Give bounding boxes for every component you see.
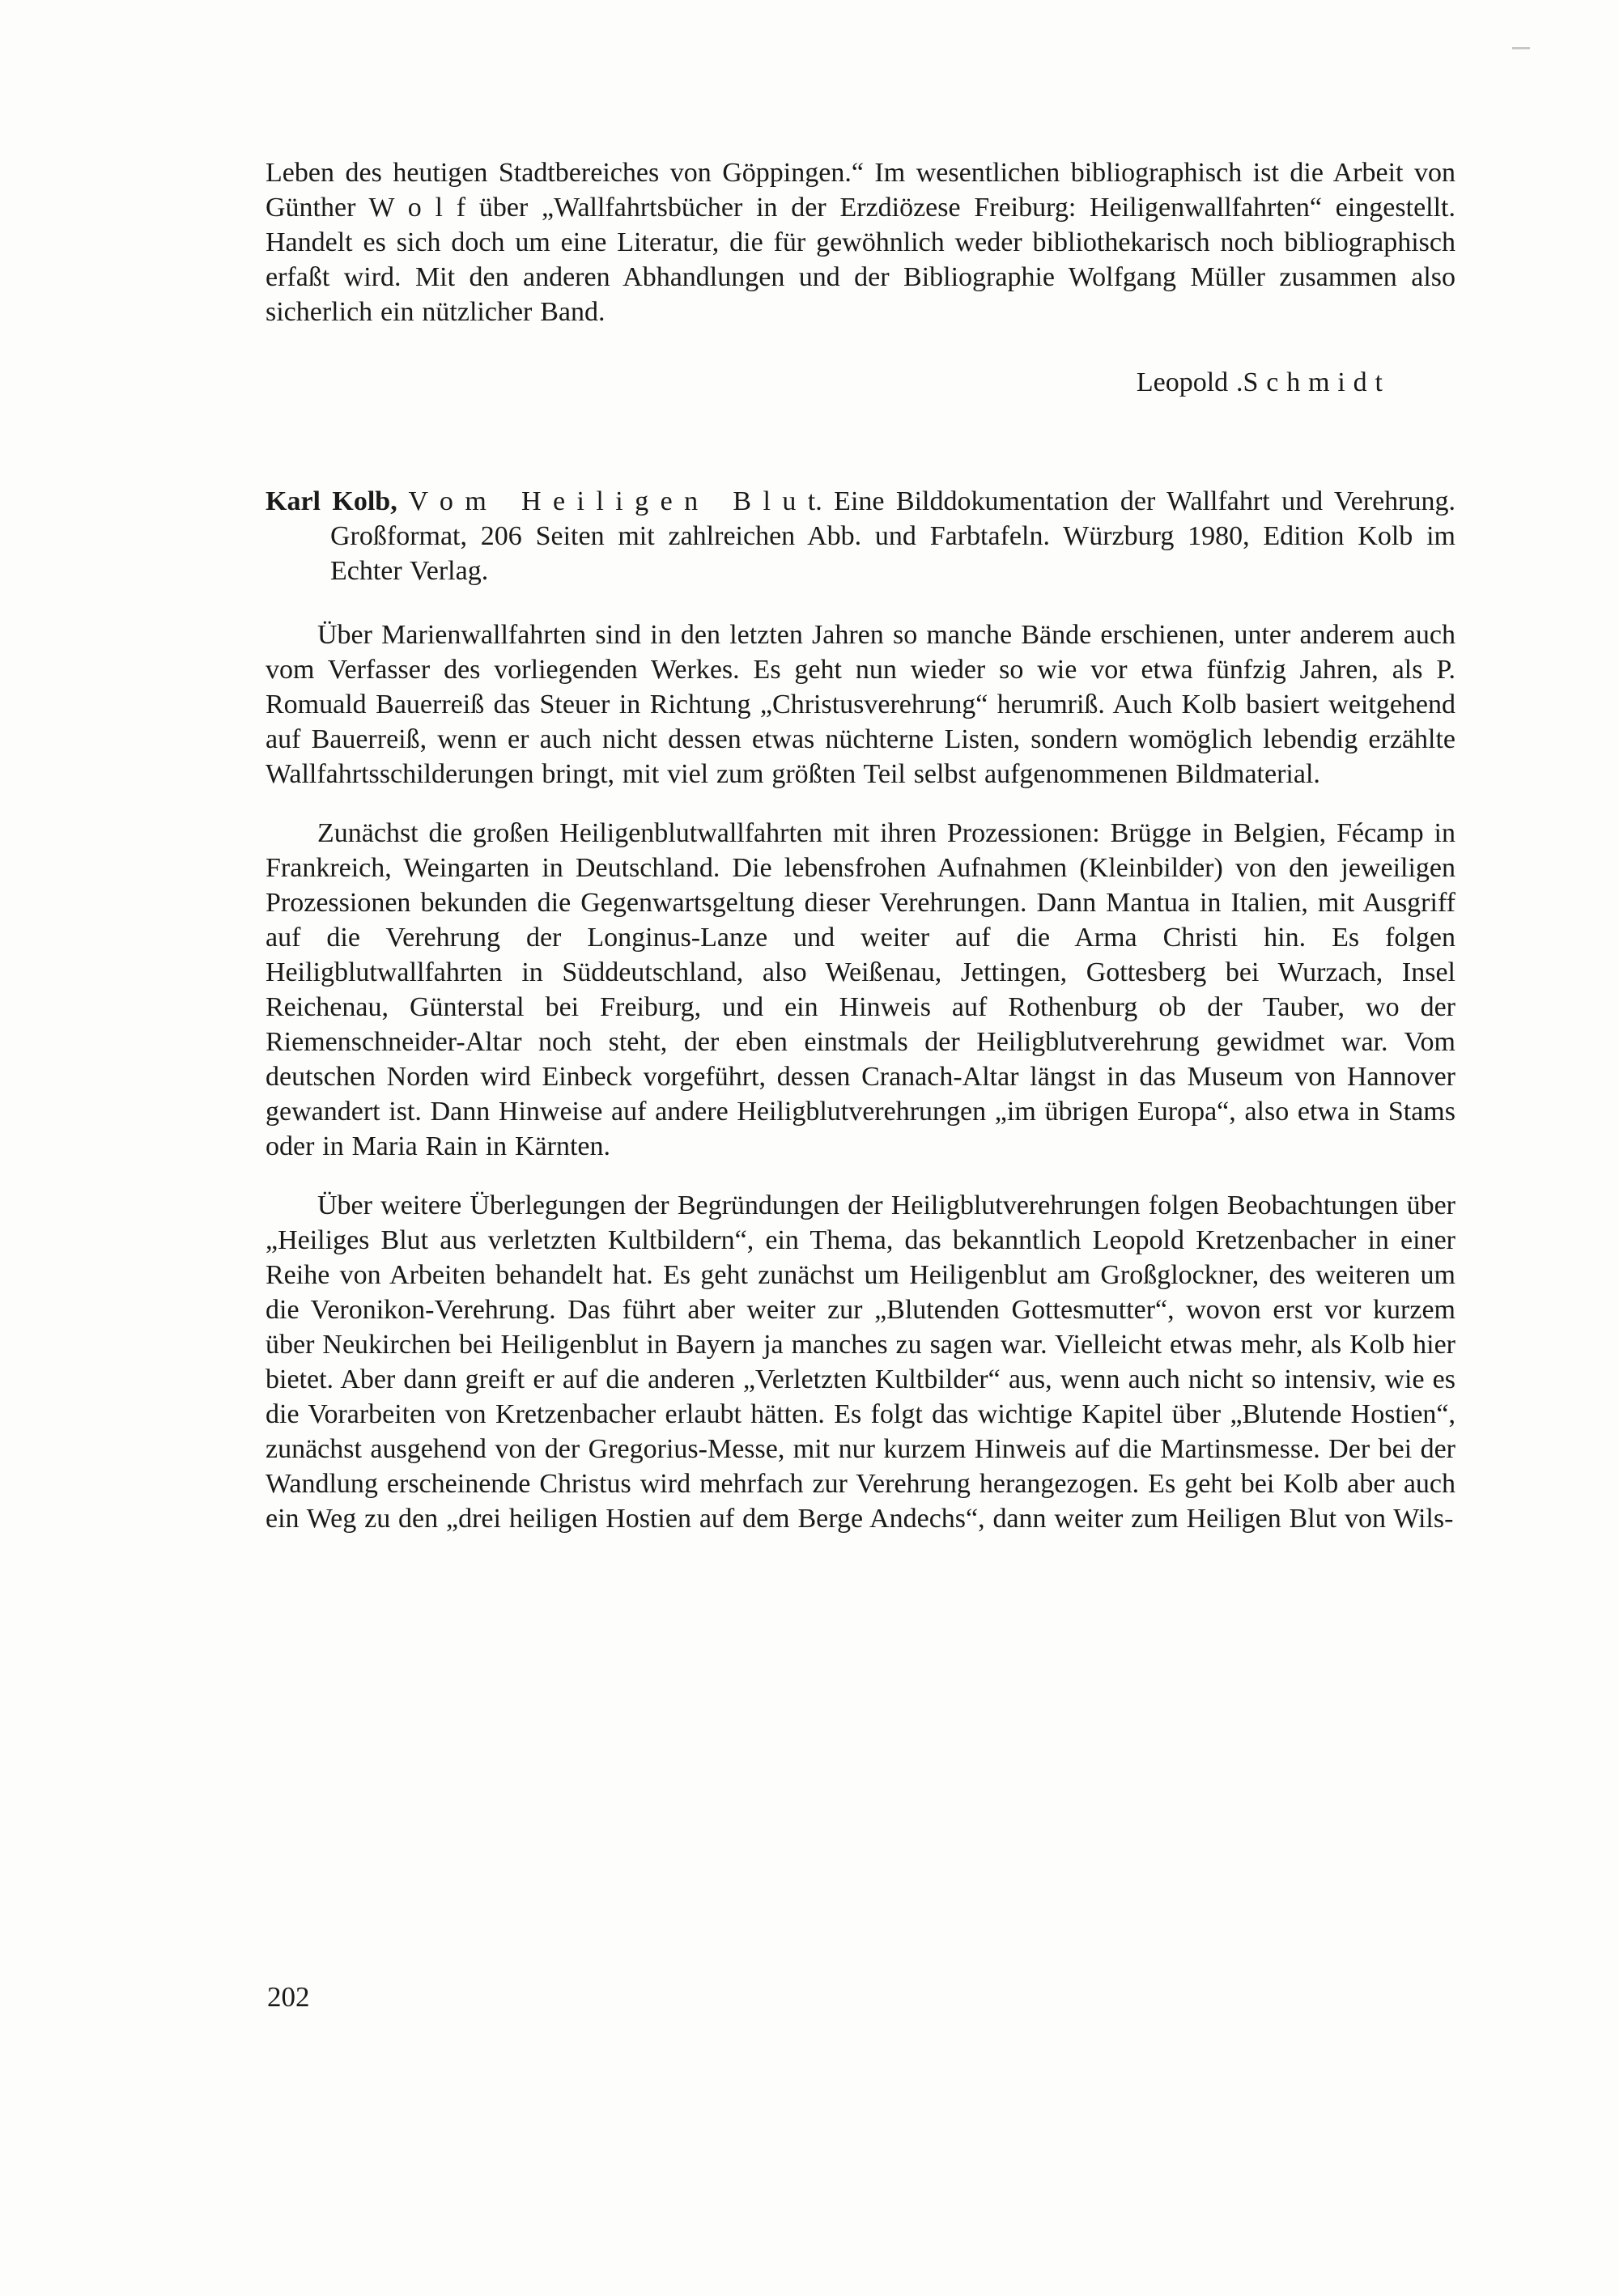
continued-review-paragraph: Leben des heutigen Stadtbereiches von Göppingen.“ Im wesentlichen bibliographisch ist die Arbeit von Günther W o l f über „Wallfahrtsbücher in der Erzdiözese Freiburg: Heiligenwallfahrten“ eingestellt. Handelt es sich doch um eine Literatur, die für gewöhnlich weder bibliothekarisch noch bibliographisch erfaßt wird. Mit den anderen Abhandlungen und der Bibliographie Wolfgang Müller zusammen also sicherlich ein nützlicher Band. — [266, 158, 1455, 327]
review-paragraph: Zunächst die großen Heiligenblutwallfahrten mit ihren Prozessionen: Brügge in Belgien, Fécamp in Frankreich, Weingarten in Deutschland. Die lebensfrohen Aufnahmen (Kleinbilder) von den jeweiligen Prozessionen bekunden die Gegenwartsgeltung dieser Verehrungen. Dann Mantua in Italien, mit Ausgriff auf die Verehrung der Longinus-Lanze und weiter auf die Arma Christi hin. Es folgen Heiligblutwallfahrten in Süddeutschland, also Weißenau, Jettingen, Gottesberg bei Wurzach, Insel Reichenau, Günterstal bei Freiburg, und ein Hinweis auf Rothenburg ob der Tauber, wo der Riemenschneider-Altar noch steht, der eben einstmals der Heiligblutverehrung gewidmet war. Vom deutschen Norden wird Einbeck vorgeführt, dessen Cranach-Altar längst in das Museum von Hannover gewandert ist. Dann Hinweise auf andere Heiligblutverehrungen „im übrigen Europa“, also etwa in Stams oder in Maria Rain in Kärnten. — [266, 818, 1455, 1161]
review-paragraph: Über Marienwallfahrten sind in den letzten Jahren so manche Bände erschienen, unter anderem auch vom Verfasser des vorliegenden Werkes. Es geht nun wieder so wie vor etwa fünfzig Jahren, als P. Romuald Bauerreiß das Steuer in Richtung „Christusverehrung“ herumriß. Auch Kolb basiert weitgehend auf Bauerreiß, wenn er auch nicht dessen etwas nüchterne Listen, sondern womöglich lebendig erzählte Wallfahrtsschilderungen bringt, mit viel zum größten Teil selbst aufgenommenen Bildmaterial. — [266, 620, 1455, 789]
review-heading — [266, 484, 1455, 588]
review-author: Karl Kolb, — [266, 486, 397, 516]
page-number: 202 — [267, 1981, 310, 2013]
reviewer-signature: Leopold .S c h m i d t — [1136, 367, 1383, 397]
review-title: V o m H e i l i g e n B l u t. Eine Bilddokumentation der Wallfahrt und Verehrung. Großformat, 206 Seiten mit zahlreichen Abb. und Farbtafeln. Würzburg 1980, Edition Kolb im Echter Verlag. — [330, 486, 1455, 586]
scan-artifact-dash — [1512, 47, 1530, 49]
text-block — [266, 155, 1455, 1536]
review-paragraph: Über weitere Überlegungen der Begründungen der Heiligblutverehrungen folgen Beobachtungen über „Heiliges Blut aus verletzten Kultbildern“, ein Thema, das bekanntlich Leopold Kretzenbacher in einer Reihe von Arbeiten behandelt hat. Es geht zunächst um Heiligenblut am Großglockner, des weiteren um die Veronikon-Verehrung. Das führt aber weiter zur „Blutenden Gottesmutter“, wovon erst vor kurzem über Neukirchen bei Heiligenblut in Bayern ja manches zu sagen war. Vielleicht etwas mehr, als Kolb hier bietet. Aber dann greift er auf die anderen „Verletzten Kultbilder“ aus, wenn auch nicht so intensiv, wie es die Vorarbeiten von Kretzenbacher erlaubt hätten. Es folgt das wichtige Kapitel über „Blutende Hostien“, zunächst ausgehend von der Gregorius-Messe, mit nur kurzem Hinweis auf die Martinsmesse. Der bei der Wandlung erscheinende Christus wird mehrfach zur Verehrung herangezogen. Es geht bei Kolb aber auch ein Weg zu den „drei heiligen Hostien auf dem Berge Andechs“, dann weiter zum Heiligen Blut von Wils- — [266, 1190, 1455, 1534]
